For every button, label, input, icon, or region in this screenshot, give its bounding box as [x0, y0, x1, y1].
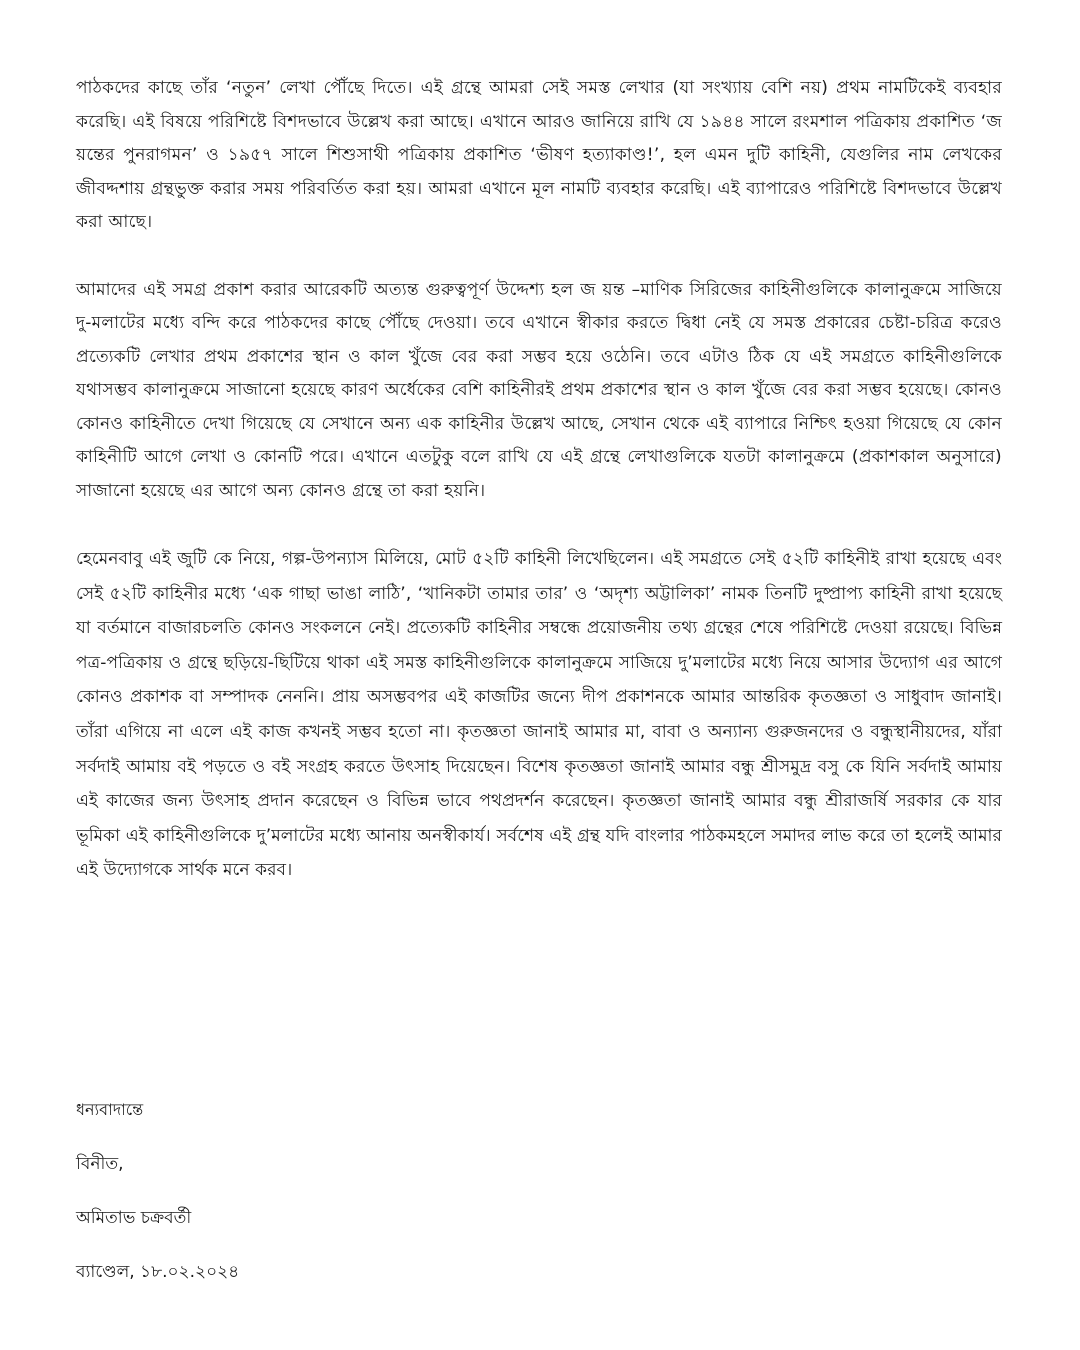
place-date: ব্যাণ্ডেল, ১৮.০২.২০২৪: [76, 1262, 240, 1282]
closing-thanks: ধন্যবাদান্তে: [76, 1100, 144, 1119]
closing-regards: বিনীত,: [76, 1154, 124, 1174]
letter-closing: [76, 1098, 676, 1314]
document-body: [76, 72, 1002, 888]
author-signature: অমিতাভ চক্রবর্তী: [76, 1208, 192, 1228]
paragraph-first-names: পাঠকদের কাছে তাঁর ‘নতুন’ লেখা পৌঁছে দিতে। এই গ্রন্থে আমরা সেই সমস্ত লেখার (যা সংখ্যায় বেশি নয়) প্রথম নামটিকেই ব্যবহার করেছি। এই বিষয়ে পরিশিষ্টে বিশদভাবে উল্লেখ করা আছে। এখানে আরও জানিয়ে রাখি যে ১৯৪৪ সালে রংমশাল পত্রিকায় প্রকাশিত ‘জ য়ন্তের পুনরাগমন’ ও ১৯৫৭ সালে শিশুসাথী পত্রিকায় প্রকাশিত ‘ভীষণ হত্যাকাণ্ড!’, হল এমন দুটি কাহিনী, যেগুলির নাম লেখকের জীবদ্দশায় গ্রন্থভুক্ত করার সময় পরিবর্তিত করা হয়। আমরা এখানে মূল নামটি ব্যবহার করেছি। এই ব্যাপারেও পরিশিষ্টে বিশদভাবে উল্লেখ করা আছে।: [76, 78, 1002, 232]
paragraph-chronology: আমাদের এই সমগ্র প্রকাশ করার আরেকটি অত্যন্ত গুরুত্বপূর্ণ উদ্দেশ্য হল জ য়ন্ত –মাণিক সিরিজের কাহিনীগুলিকে কালানুক্রমে সাজিয়ে দু-মলাটের মধ্যে বন্দি করে পাঠকদের কাছে পৌঁছে দেওয়া। তবে এখানে স্বীকার করতে দ্বিধা নেই যে সমস্ত প্রকারের চেষ্টা-চরিত্র করেও প্রত্যেকটি লেখার প্রথম প্রকাশের স্থান ও কাল খুঁজে বের করা সম্ভব হয়ে ওঠেনি। তবে এটাও ঠিক যে এই সমগ্রতে কাহিনীগুলিকে যথাসম্ভব কালানুক্রমে সাজানো হয়েছে কারণ অর্ধেকের বেশি কাহিনীরই প্রথম প্রকাশের স্থান ও কাল খুঁজে বের করা সম্ভব হয়েছে। কোনও কোনও কাহিনীতে দেখা গিয়েছে যে সেখানে অন্য এক কাহিনীর উল্লেখ আছে, সেখান থেকে এই ব্যাপারে নিশ্চিৎ হওয়া গিয়েছে যে কোন কাহিনীটি আগে লেখা ও কোনটি পরে। এখানে এতটুকু বলে রাখি যে এই গ্রন্থে লেখাগুলিকে যতটা কালানুক্রমে (প্রকাশকাল অনুসারে) সাজানো হয়েছে এর আগে অন্য কোনও গ্রন্থে তা করা হয়নি।: [76, 279, 1002, 501]
paragraph-acknowledgements: হেমেনবাবু এই জুটি কে নিয়ে, গল্প-উপন্যাস মিলিয়ে, মোট ৫২টি কাহিনী লিখেছিলেন। এই সমগ্রতে সেই ৫২টি কাহিনীই রাখা হয়েছে এবং সেই ৫২টি কাহিনীর মধ্যে ‘এক গাছা ভাঙা লাঠি’, ‘খানিকটা তামার তার’ ও ‘অদৃশ্য অট্টালিকা’ নামক তিনটি দুষ্প্রাপ্য কাহিনী রাখা হয়েছে যা বর্তমানে বাজারচলতি কোনও সংকলনে নেই। প্রত্যেকটি কাহিনীর সম্বন্ধে প্রয়োজনীয় তথ্য গ্রন্থের শেষে পরিশিষ্টে দেওয়া রয়েছে। বিভিন্ন পত্র-পত্রিকায় ও গ্রন্থে ছড়িয়ে-ছিটিয়ে থাকা এই সমস্ত কাহিনীগুলিকে কালানুক্রমে সাজিয়ে দু’মলাটের মধ্যে নিয়ে আসার উদ্যোগ এর আগে কোনও প্রকাশক বা সম্পাদক নেননি। প্রায় অসম্ভবপর এই কাজটির জন্যে দীপ প্রকাশনকে আমার আন্তরিক কৃতজ্ঞতা ও সাধুবাদ জানাই। তাঁরা এগিয়ে না এলে এই কাজ কখনই সম্ভব হতো না। কৃতজ্ঞতা জানাই আমার মা, বাবা ও অন্যান্য গুরুজনদের ও বন্ধুস্থানীয়দের, যাঁরা সর্বদাই আমায় বই পড়তে ও বই সংগ্রহ করতে উৎসাহ দিয়েছেন। বিশেষ কৃতজ্ঞতা জানাই আমার বন্ধু শ্রীসমুদ্র বসু কে যিনি সর্বদাই আমায় এই কাজের জন্য উৎসাহ প্রদান করেছেন ও বিভিন্ন ভাবে পথপ্রদর্শন করেছেন। কৃতজ্ঞতা জানাই আমার বন্ধু শ্রীরাজর্ষি সরকার কে যার ভূমিকা এই কাহিনীগুলিকে দু’মলাটের মধ্যে আনায় অনস্বীকার্য। সর্বশেষ এই গ্রন্থ যদি বাংলার পাঠকমহলে সমাদর লাভ করে তা হলেই আমার এই উদ্যোগকে সার্থক মনে করব।: [76, 549, 1002, 881]
